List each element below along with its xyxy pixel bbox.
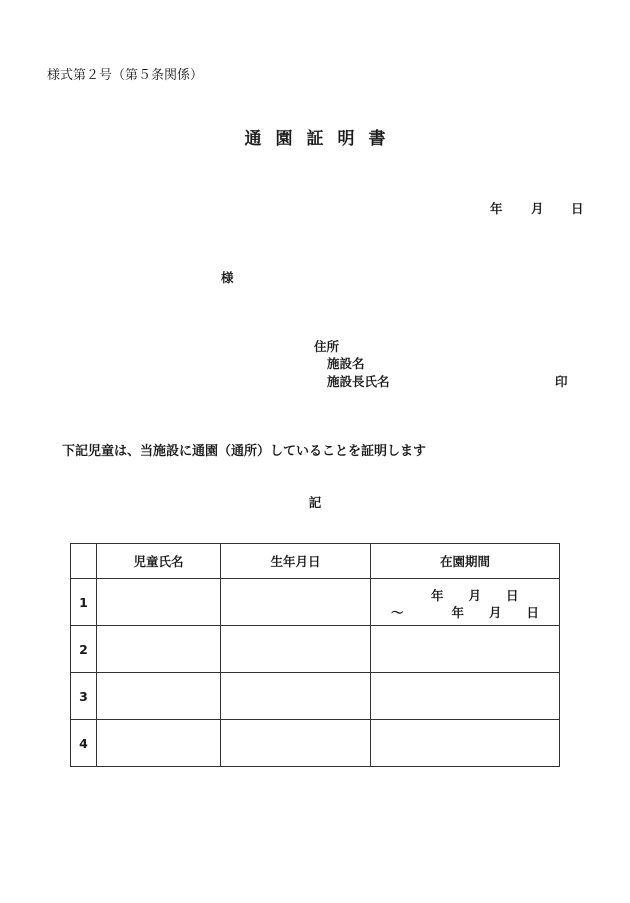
table-header-row (71, 544, 560, 579)
period-tilde: ～ (391, 605, 404, 620)
table-row (71, 579, 560, 626)
table-row (71, 673, 560, 720)
facility-name-label: 施設名 (327, 356, 365, 371)
period-from: 年 月 日 (431, 588, 519, 603)
child-name-cell[interactable] (97, 626, 221, 673)
table-row (71, 720, 560, 767)
child-name-cell[interactable] (97, 673, 221, 720)
row-number: 3 (71, 673, 97, 720)
ki-label: 記 (308, 495, 322, 510)
form-number: 様式第２号（第５条関係） (47, 68, 204, 83)
enrollment-period-cell[interactable] (371, 720, 560, 767)
birthdate-cell[interactable] (221, 579, 371, 626)
document-title: 通園証明書 (244, 129, 400, 149)
enrollment-period-cell[interactable] (371, 626, 560, 673)
seal-label: 印 (555, 374, 568, 389)
header-child-name: 児童氏名 (97, 544, 221, 579)
period-to: 年 月 日 (451, 605, 540, 620)
child-name-cell[interactable] (97, 579, 221, 626)
birthdate-cell[interactable] (221, 626, 371, 673)
row-number: 2 (71, 626, 97, 673)
row-number: 1 (71, 579, 97, 626)
certification-statement: 下記児童は、当施設に通園（通所）していることを証明します (62, 444, 427, 459)
row-number: 4 (71, 720, 97, 767)
period-to-line (391, 603, 539, 621)
addressee-suffix: 様 (221, 270, 234, 285)
header-enrollment-period: 在園期間 (371, 544, 560, 579)
child-name-cell[interactable] (97, 720, 221, 767)
enrollment-period-cell[interactable] (371, 579, 560, 626)
header-birthdate: 生年月日 (221, 544, 371, 579)
address-label: 住所 (314, 339, 340, 354)
header-number-cell (71, 544, 97, 579)
date-day-label: 日 (571, 201, 584, 216)
birthdate-cell[interactable] (221, 673, 371, 720)
date-year-label: 年 (490, 201, 503, 216)
birthdate-cell[interactable] (221, 720, 371, 767)
date-month-label: 月 (531, 201, 544, 216)
children-table (70, 543, 560, 767)
enrollment-period-cell[interactable] (371, 673, 560, 720)
table-row (71, 626, 560, 673)
director-name-label: 施設長氏名 (327, 374, 390, 389)
